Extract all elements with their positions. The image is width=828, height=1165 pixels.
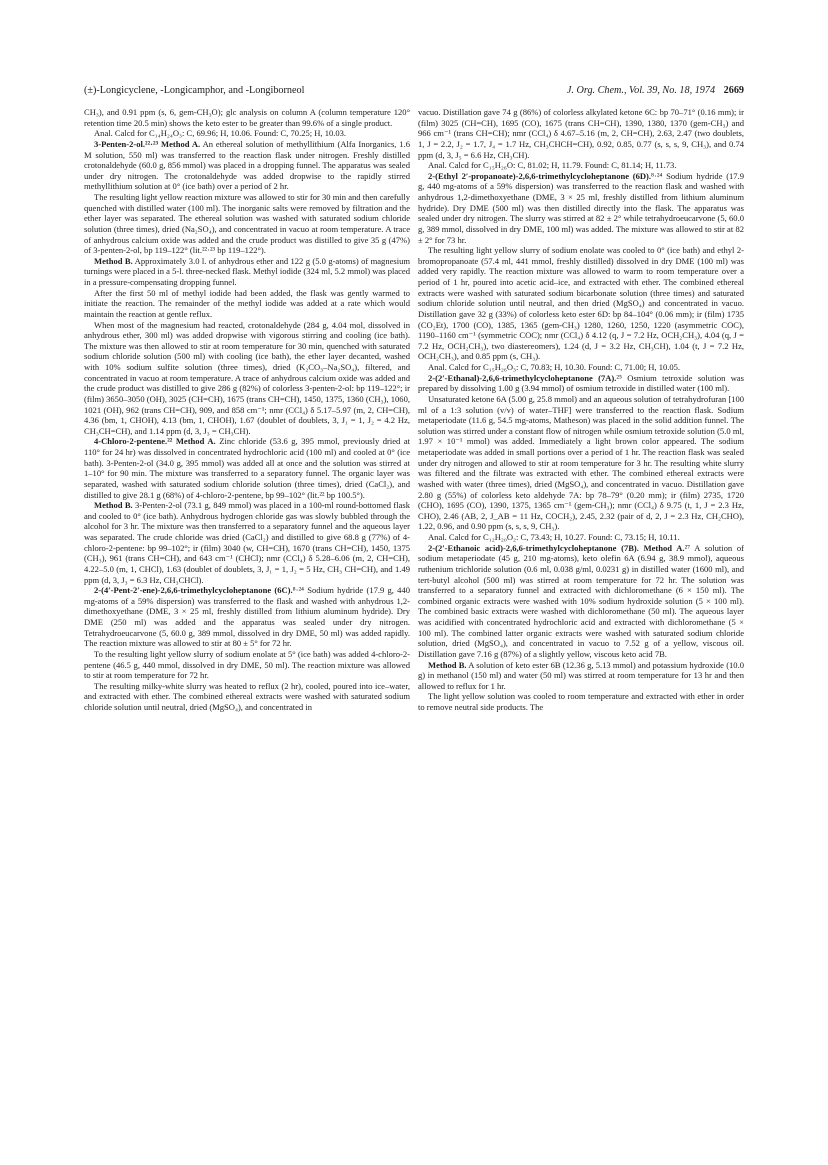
procedure-paragraph xyxy=(84,256,410,288)
procedure-text: Approximately 3.0 l. of anhydrous ether and 122 g (5.0 g-atoms) of magnesium turnings were placed in a 5-l. three-necked flask. Methyl iodide (324 ml, 5.2 mmol) was placed in a pressure-compensating dropping funnel. xyxy=(84,255,410,287)
page-number: 2669 xyxy=(723,85,744,96)
procedure-heading: 4-Chloro-2-pentene.²² Method A. xyxy=(94,436,216,447)
paragraph: The light yellow solution was cooled to room temperature and extracted with ether in order to remove neutral side products. The xyxy=(418,691,744,712)
procedure-paragraph xyxy=(418,171,744,245)
procedure-heading: 2-(2′-Ethanal)-2,6,6-trimethylcycloheptanone (7A). xyxy=(428,372,617,383)
procedure-heading: 3-Penten-2-ol.²²·²³ Method A. xyxy=(94,138,201,149)
procedure-text: ²⁵ Osmium tetroxide solution was prepared by dissolving 1.00 g (3.94 mmol) of osmium tetroxide in distilled water (100 ml). xyxy=(418,372,744,394)
procedure-text: ⁸·²⁴ Sodium hydride (17.9 g, 440 mg-atoms of a 59% dispersion) was transferred to the reaction flask and washed with anhydrous 1,2-dimethoxyethane (DME, 3 × 25 ml, freshly distilled from lithium aluminum hydride). Dry DME (500 ml) was then distilled directly into the flask. The apparatus was sealed under dry nitrogen. The slurry was stirred at 82 ± 2° while tetrahydroeucarvone (5, 60.0 g, 389 mmol, dissolved in dry DME, 100 ml) was added. The mixture was allowed to stir at 82 ± 2° for 73 hr. xyxy=(418,170,744,245)
left-column xyxy=(84,107,410,1137)
procedure-text: ²⁷ A solution of sodium metaperiodate (45 g, 210 mg-atoms), keto olefin 6A (6.94 g, 38.9 mmol), aqueous ruthenium trichloride solution (0.6 ml, 0.038 g/ml, 0.0231 g) in distilled water (1600 ml), and tert-butyl alcohol (500 ml) was stirred at room temperature for 72 hr. The solution was transferred to a separatory funnel and extracted with dichloromethane (6 × 150 ml). The combined organic extracts were washed with 10% sodium hydroxide solution (5 × 100 ml). The combined basic extracts were washed with dichloromethane (50 ml). The aqueous layer was acidified with concentrated hydrochloric acid and extracted with dichloromethane (5 × 100 ml). The combined latter organic extracts were washed with saturated sodium chloride solution, dried (MgSO₄), and concentrated in vacuo to 7.52 g of a yellow, viscous oil. Distillation gave 7.16 g (87%) of a slightly yellow, viscous keto acid 7B. xyxy=(418,542,744,659)
procedure-heading: 2-(2′-Ethanoic acid)-2,6,6-trimethylcycloheptanone (7B). Method A. xyxy=(428,542,685,553)
journal-citation: J. Org. Chem., Vol. 39, No. 18, 1974 xyxy=(566,85,716,96)
procedure-heading: 2-(4′-Pent-2′-ene)-2,6,6-trimethylcycloheptanone (6C). xyxy=(94,585,293,596)
analysis-paragraph: Anal. Calcd for C₁₄H₂₄O₃: C, 69.96; H, 10.06. Found: C, 70.25; H, 10.03. xyxy=(94,128,347,139)
running-head-citation xyxy=(567,84,744,98)
procedure-text: ⁸·²⁴ Sodium hydride (17.9 g, 440 mg-atoms of a 59% dispersion) was transferred to the flask and washed with anhydrous 1,2-dimethoxyethane (DME, 3 × 25 ml, freshly distilled from lithium aluminum hydride). Dry DME (250 ml) was added and the apparatus was sealed under dry nitrogen. Tetrahydroeucarvone (5, 60.0 g, 389 mmol, dissolved in dry DME, 50 ml) was added rapidly. The reaction mixture was allowed to stir at 80 ± 5° for 72 hr. xyxy=(84,585,410,649)
procedure-heading: Method B. xyxy=(428,659,467,670)
procedure-paragraph xyxy=(84,500,410,585)
paragraph: The resulting light yellow reaction mixture was allowed to stir for 30 min and then carefully quenched with distilled water (100 ml). The inorganic salts were removed by filtration and the ether layer was separated. The ethereal solution was washed with saturated sodium chloride solution (three times), dried (Na₂SO₄), and concentrated in vacuo at room temperature. A trace of anhydrous calcium oxide was added and the crude product was distilled to give 35 g (47%) of 3-penten-2-ol, bp 119–122° (lit.²²·²³ bp 119–122°). xyxy=(84,192,410,256)
paragraph: vacuo. Distillation gave 74 g (86%) of colorless alkylated ketone 6C: bp 70–71° (0.16 mm); ir (film) 3025 (CH=CH), 1695 (CO), 1675 (trans CH=CH), 1390, 1380, 1370 (gem-CH₃) and 966 cm⁻¹ (trans CH=CH); nmr (CCl₄) δ 4.67–5.16 (m, 2, CH=CH), 2.63, 2.47 (two doublets, 1, J = 2.2, J₂ = 1.7, J₄ = 1.7 Hz, CH₃CHCH=CH), 0.92, 0.85, 0.77 (s, s, s, 9, CH₃), and 0.74 ppm (d, 3, J₅ = 6.6 Hz, CH₃CH). xyxy=(418,107,744,160)
paragraph: The resulting milky-white slurry was heated to reflux (2 hr), cooled, poured into ice–water, and extracted with ether. The combined ethereal extracts were washed with saturated sodium chloride solution until neutral, dried (MgSO₄), and concentrated in xyxy=(84,680,410,712)
procedure-paragraph xyxy=(84,436,410,500)
analysis-paragraph: Anal. Calcd for C₁₅H₂₆O₃: C, 70.83; H, 10.30. Found: C, 71.00; H, 10.05. xyxy=(428,362,681,372)
paragraph: When most of the magnesium had reacted, crotonaldehyde (284 g, 4.04 mol, dissolved in anhydrous ether, 300 ml) was added dropwise with vigorous stirring and cooling (ice bath). The mixture was then allowed to stir at room temperature for 30 min, quenched with saturated sodium chloride solution (500 ml) with cooling (ice bath), the ether layer decanted, washed with 10% sodium sulfite solution (three times), dried (K₂CO₃–Na₂SO₄), filtered, and concentrated in vacuo at room temperature. A trace of anhydrous calcium oxide was added and the crude product was distilled to give 286 g (82%) of colorless 3-penten-2-ol: bp 119–122°; ir (film) 3650–3050 (OH), 3025 (CH=CH), 1675 (trans CH=CH), 1450, 1375, 1360 (CH₃), 1060, 1021 (OH), 962 (trans CH=CH), 909, and 858 cm⁻¹; nmr (CCl₄) δ 5.17–5.97 (m, 2, CH=CH), 4.36 (bm, 1, CHOH), 4.13 (bm, 1, CHOH), 1.67 (doublet of doublets, 3, J₁ = 1, J₂ = 4.2 Hz, CH₃CH=CH), and 1.14 ppm (d, 3, J₃ = CH₃CH). xyxy=(84,319,410,436)
procedure-heading: Method B. xyxy=(94,255,133,266)
procedure-paragraph xyxy=(84,585,410,649)
analysis-paragraph: Anal. Calcd for C₁₅H₂₆O: C, 81.02; H, 11.79. Found: C, 81.14; H, 11.73. xyxy=(428,160,677,171)
procedure-text: A solution of keto ester 6B (12.36 g, 5.13 mmol) and potassium hydroxide (10.0 g) in methanol (150 ml) and water (50 ml) was stirred at room temperature for 13 hr and then allowed to reflux for 1 hr. xyxy=(418,659,744,691)
procedure-paragraph xyxy=(418,373,744,394)
procedure-text: 3-Penten-2-ol (73.1 g, 849 mmol) was placed in a 100-ml round-bottomed flask and cooled to 0° (ice bath). Anhydrous hydrogen chloride gas was slowly bubbled through the alcohol for 3 hr. The mixture was then transferred to a separatory funnel and the aqueous layer was separated. The crude chloride was dried (CaCl₂) and distilled to give 68.8 g (77%) of 4-chloro-2-pentene: bp 99–102°; ir (film) 3040 (w, CH=CH), 1670 (trans CH=CH), 1450, 1375 (CH₃), 961 (trans CH=CH), and 643 cm⁻¹ (CHCl); nmr (CCl₄) δ 5.28–6.06 (m, 2, CH=CH), 4.22–5.0 (m, 1, CHCl), 1.63 (doublet of doublets, 3, J₁ = 1, J₂ = 5 Hz, CH₃ CH=CH), and 1.49 ppm (d, 3, J₃ = 6.3 Hz, CH₃CHCl). xyxy=(84,500,410,585)
paragraph: The resulting light yellow slurry of sodium enolate was cooled to 0° (ice bath) and ethyl 2-bromopropanoate (57.4 ml, 441 mmol, freshly distilled) dissolved in dry DME (100 ml) was added very rapidly. The reaction mixture was allowed to warm to room temperature over a period of 1 hr, poured into acetic acid–ice, and extracted with ether. The combined ethereal extracts were washed with saturated sodium bicarbonate solution (three times) and saturated sodium chloride solution until neutral, and then dried (MgSO₄) and concentrated in vacuo. Distillation gave 32 g (33%) of colorless keto ester 6D: bp 84–104° (0.06 mm); ir (film) 1735 (CO₂Et), 1700 (CO), 1385, 1365 (gem-CH₃) 1280, 1260, 1250, 1220 (asymmetric COC), 1190–1160 cm⁻¹ (symmetric COC); nmr (CCl₄) δ 4.12 (q, J = 7.2 Hz, OCH₂CH₃), 4.04 (q, J = 7.2 Hz, OCH₂CH₃), two diastereomers), 1.24 (d, J = 3.2 Hz, CH₃CH), 1.04 (t, J = 7.2 Hz, OCH₂CH₃), and 0.85 ppm (s, CH₃). xyxy=(418,245,744,362)
paragraph: After the first 50 ml of methyl iodide had been added, the flask was gently warmed to initiate the reaction. The remainder of the methyl iodide was added at a rate which would maintain the reaction at gentle reflux. xyxy=(84,287,410,319)
procedure-paragraph xyxy=(84,139,410,192)
paragraph: To the resulting light yellow slurry of sodium enolate at 5° (ice bath) was added 4-chloro-2-pentene (46.5 g, 440 mmol, dissolved in dry DME, 50 ml). The reaction mixture was allowed to stir at room temperature for 72 hr. xyxy=(84,648,410,681)
procedure-text: Zinc chloride (53.6 g, 395 mmol, previously dried at 110° for 24 hr) was dissolved in concentrated hydrochloric acid (100 ml) and cooled at 0° (ice bath). 3-Penten-2-ol (34.0 g, 395 mmol) was added all at once and the solution was stirred at 1–10° for 90 min. The mixture was transferred to a separatory funnel. The organic layer was separated, washed with saturated sodium chloride solution (three times), dried (CaCl₂), and distilled to give 28.1 g (68%) of 4-chloro-2-pentene, bp 99–102° (lit.²² bp 100.5°). xyxy=(84,436,410,500)
procedure-paragraph xyxy=(418,660,744,692)
paragraph: Unsaturated ketone 6A (5.00 g, 25.8 mmol) and an aqueous solution of tetrahydrofuran [100 ml of a 1:3 solution (v/v) of water–THF] were transferred to the reaction flask. Sodium metaperiodate (11.6 g, 54.5 mg-atoms, Matheson) was placed in the solid addition funnel. The solution was stirred under a constant flow of nitrogen while osmium tetroxide solution (5.0 ml, 1.97 × 10⁻¹ mmol) was added. Immediately a light brown color appeared. The sodium metaperiodate was added in small portions over a period of 1 hr. The reaction flask was sealed under dry nitrogen and allowed to stir at room temperature for 3 hr. The resulting white slurry was filtered and the filtrate was extracted with ether. The combined ethereal extracts were washed with water (three times), dried (MgSO₄), and concentrated in vacuo. Distillation gave 2.80 g (55%) of colorless keto aldehyde 7A: bp 78–79° (0.20 mm); ir (film) 2735, 1720 (CHO), 1695 (CO), 1390, 1375, 1365 cm⁻¹ (gem-CH₃); nmr (CCl₄) δ 9.75 (t, 1, J = 2.3 Hz, CHO), 2.46 (AB, 2, J_AB = 11 Hz, COCH₂), 2.45, 2.32 (pair of d, 2, J = 2.3 Hz, CH₂CHO), 1.22, 0.96, and 0.90 ppm (s, s, s, 9, CH₃). xyxy=(418,393,744,532)
procedure-heading: 2-(Ethyl 2′-propanoate)-2,6,6-trimethylcycloheptanone (6D). xyxy=(428,170,652,181)
procedure-heading: Method B. xyxy=(94,500,133,511)
analysis-paragraph: Anal. Calcd for C₁₂H₂₀O₂: C, 73.43; H, 10.27. Found: C, 73.15; H, 10.11. xyxy=(428,532,680,542)
procedure-text: An ethereal solution of methyllithium (Alfa Inorganics, 1.6 M solution, 550 ml) was transferred to the reaction flask under nitrogen. Freshly distilled crotonaldehyde (60.0 g, 856 mmol) was placed in a dropping funnel. The apparatus was sealed under dry nitrogen. The crotonaldehyde was added dropwise to the rapidly stirred methyllithium solution at 0° (ice bath) over a period of 2 hr. xyxy=(84,138,410,192)
paragraph: CH₃), and 0.91 ppm (s, 6, gem-CH₃O); glc analysis on column A (column temperature 120° retention time 20.5 min) shows the keto ester to be greater than 99.6% of a single product. xyxy=(84,107,410,128)
running-head xyxy=(84,84,744,98)
right-column xyxy=(418,107,744,1137)
procedure-paragraph xyxy=(418,543,744,660)
running-head-title: (±)-Longicyclene, -Longicamphor, and -Longiborneol xyxy=(84,85,305,96)
